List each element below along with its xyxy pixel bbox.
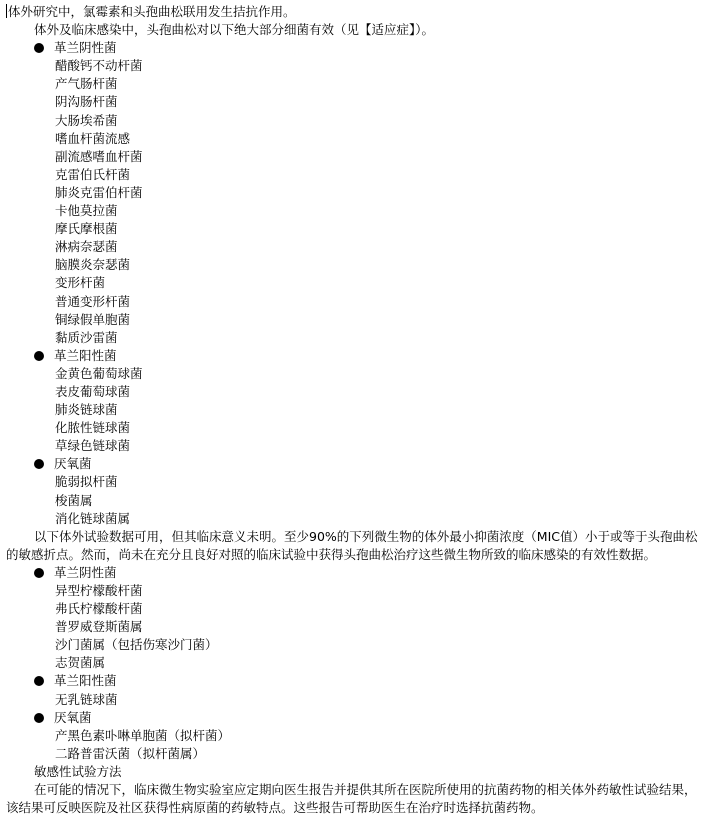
intro-text-1: 体外研究中，氯霉素和头孢曲松联用发生拮抗作用。 xyxy=(8,4,296,19)
organism-item: 肺炎克雷伯杆菌 xyxy=(55,184,143,200)
group-heading-text: 革兰阳性菌 xyxy=(54,673,117,689)
group-heading-text: 革兰阴性菌 xyxy=(54,564,117,580)
organism-item: 脆弱拟杆菌 xyxy=(55,474,118,490)
bullet-icon xyxy=(34,455,54,473)
organism-item: 变形杆菌 xyxy=(55,275,106,291)
organism-item: 普通变形杆菌 xyxy=(55,293,131,309)
organism-item: 化脓性链球菌 xyxy=(55,420,131,436)
group-heading xyxy=(6,347,706,365)
organism-list-in-vitro xyxy=(6,564,706,763)
organism-item: 阴沟肠杆菌 xyxy=(55,94,118,110)
bullet-icon xyxy=(34,39,54,57)
organism-item: 志贺菌属 xyxy=(55,655,106,671)
bullet-icon xyxy=(34,564,54,582)
organism-item: 克雷伯氏杆菌 xyxy=(55,166,131,182)
group-heading xyxy=(6,672,706,690)
section-title: 敏感性试验方法 xyxy=(34,763,122,779)
organism-item: 脑膜炎奈瑟菌 xyxy=(55,257,131,273)
organism-item: 摩氏摩根菌 xyxy=(55,221,118,237)
organism-item: 卡他莫拉菌 xyxy=(55,203,118,219)
intro-line-2: 体外及临床感染中，头孢曲松对以下绝大部分细菌有效（见【适应症】）。 xyxy=(34,22,435,38)
bullet-icon xyxy=(34,709,54,727)
group-heading xyxy=(6,564,706,582)
organism-item: 副流感嗜血杆菌 xyxy=(55,148,143,164)
susceptibility-paragraph: 在可能的情况下，临床微生物实验室应定期向医生报告并提供其所在医院所使用的抗菌药物的相关体外药敏性试验结果，该结果可反映医院及社区获得性病原菌的药敏特点。这些报告可帮助医生在治疗时选择抗菌药物。 xyxy=(6,782,697,816)
bullet-icon xyxy=(34,347,54,365)
organism-item: 肺炎链球菌 xyxy=(55,402,118,418)
organism-item: 弗氏柠檬酸杆菌 xyxy=(55,601,143,617)
group-heading-text: 厌氧菌 xyxy=(54,456,92,472)
group-heading-text: 革兰阴性菌 xyxy=(54,40,117,56)
organism-item: 无乳链球菌 xyxy=(55,691,118,707)
in-vitro-paragraph: 以下体外试验数据可用，但其临床意义未明。至少90%的下列微生物的体外最小抑菌浓度（MIC值）小于或等于头孢曲松的敏感折点。然而，尚未在充分且良好对照的临床试验中获得头孢曲松治疗这些微生物所致的临床感染的有效性数据。 xyxy=(6,528,698,562)
organism-item: 醋酸钙不动杆菌 xyxy=(55,58,143,74)
organism-item: 大肠埃希菌 xyxy=(55,112,118,128)
organism-item: 嗜血杆菌流感 xyxy=(55,130,131,146)
group-heading-text: 厌氧菌 xyxy=(54,709,92,725)
group-heading xyxy=(6,39,706,57)
group-heading-text: 革兰阳性菌 xyxy=(54,347,117,363)
group-heading xyxy=(6,455,706,473)
organism-list-effective xyxy=(6,39,706,528)
bullet-icon xyxy=(34,672,54,690)
intro-line-1 xyxy=(6,3,706,21)
group-heading xyxy=(6,709,706,727)
organism-item: 产黑色素卟啉单胞菌（拟杆菌） xyxy=(55,727,231,743)
organism-item: 产气肠杆菌 xyxy=(55,76,118,92)
organism-item: 淋病奈瑟菌 xyxy=(55,239,118,255)
organism-item: 消化链球菌属 xyxy=(55,510,131,526)
organism-item: 金黄色葡萄球菌 xyxy=(55,365,143,381)
organism-item: 黏质沙雷菌 xyxy=(55,329,118,345)
organism-item: 表皮葡萄球菌 xyxy=(55,383,131,399)
organism-item: 铜绿假单胞菌 xyxy=(55,311,131,327)
text-cursor xyxy=(6,4,7,18)
organism-item: 沙门菌属（包括伤寒沙门菌） xyxy=(55,637,218,653)
document-body xyxy=(6,3,706,817)
organism-item: 异型柠檬酸杆菌 xyxy=(55,583,143,598)
organism-item: 二路普雷沃菌（拟杆菌属） xyxy=(55,745,206,761)
organism-item: 梭菌属 xyxy=(55,492,93,508)
organism-item: 普罗威登斯菌属 xyxy=(55,619,143,635)
organism-item: 草绿色链球菌 xyxy=(55,438,131,454)
